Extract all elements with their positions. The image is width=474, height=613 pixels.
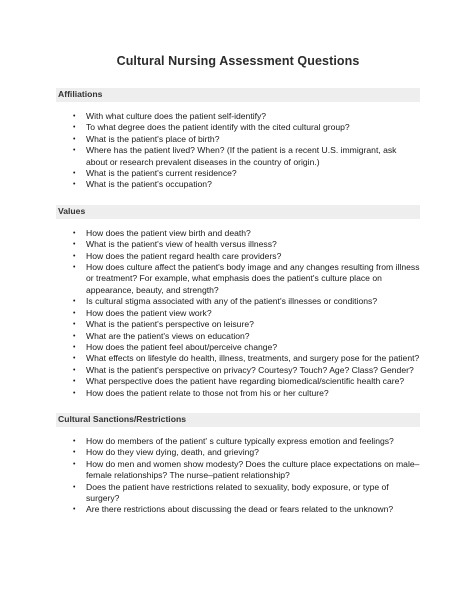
question-text: How does culture affect the patient's body image and any changes resulting from illness or treatment? For example, what emphasis does the patient's culture place on appearance, beauty, and strength? bbox=[86, 262, 420, 295]
bullet-icon: • bbox=[73, 332, 76, 340]
section-heading: Cultural Sanctions/Restrictions bbox=[56, 413, 420, 427]
bullet-icon: • bbox=[73, 378, 76, 386]
question-text: What perspective does the patient have regarding biomedical/scientific health care? bbox=[86, 376, 405, 387]
list-item bbox=[73, 376, 420, 387]
question-text: What is the patient's current residence? bbox=[86, 168, 237, 179]
question-text: To what degree does the patient identify with the cited cultural group? bbox=[86, 122, 350, 133]
question-text: How does the patient regard health care providers? bbox=[86, 250, 282, 261]
list-item bbox=[73, 353, 420, 364]
question-text: What effects on lifestyle do health, illness, treatments, and surgery pose for the patient? bbox=[86, 353, 420, 364]
list-item bbox=[73, 364, 420, 376]
bullet-icon: • bbox=[73, 181, 76, 189]
question-list bbox=[56, 228, 420, 399]
list-item bbox=[73, 341, 420, 353]
question-text: What is the patient's place of birth? bbox=[86, 133, 220, 144]
document-title: Cultural Nursing Assessment Questions bbox=[116, 54, 360, 68]
list-item bbox=[73, 122, 420, 133]
bullet-icon: • bbox=[73, 506, 76, 514]
question-list bbox=[56, 436, 420, 516]
question-text: Does the patient have restrictions related to sexuality, body exposure, or type of surgery? bbox=[86, 481, 389, 503]
question-text: How do members of the patient' s culture typically express emotion and feelings? bbox=[86, 435, 394, 446]
bullet-icon: • bbox=[73, 264, 76, 272]
bullet-icon: • bbox=[73, 483, 76, 491]
question-text: Is cultural stigma associated with any of the patient's illnesses or conditions? bbox=[86, 296, 378, 307]
list-item bbox=[73, 458, 420, 482]
list-item bbox=[73, 504, 420, 515]
list-item bbox=[73, 179, 420, 190]
list-item bbox=[73, 307, 420, 319]
question-text: What is the patient's perspective on privacy? Courtesy? Touch? Age? Class? Gender? bbox=[86, 364, 414, 375]
list-item bbox=[73, 168, 420, 179]
question-text: What is the patient's occupation? bbox=[86, 179, 212, 190]
question-text: What is the patient's perspective on leisure? bbox=[86, 319, 254, 330]
section-heading: Affiliations bbox=[56, 88, 420, 102]
section-heading: Values bbox=[56, 205, 420, 219]
section-spacer bbox=[56, 191, 420, 205]
question-text: What is the patient's view of health versus illness? bbox=[86, 239, 277, 250]
question-text: How does the patient view work? bbox=[86, 307, 212, 318]
list-item bbox=[73, 481, 420, 505]
list-item bbox=[73, 435, 420, 447]
bullet-icon: • bbox=[73, 170, 76, 178]
bullet-icon: • bbox=[73, 321, 76, 329]
list-item bbox=[73, 239, 420, 250]
list-item bbox=[73, 262, 420, 296]
list-item bbox=[73, 145, 420, 168]
section-spacer bbox=[56, 399, 420, 413]
bullet-icon: • bbox=[73, 355, 76, 363]
bullet-icon: • bbox=[73, 135, 76, 143]
list-item bbox=[73, 296, 420, 307]
bullet-icon: • bbox=[73, 124, 76, 132]
bullet-icon: • bbox=[73, 366, 76, 374]
list-item bbox=[73, 447, 420, 458]
bullet-icon: • bbox=[73, 449, 76, 457]
list-item bbox=[73, 319, 420, 330]
question-text: How do they view dying, death, and grieving? bbox=[86, 447, 259, 458]
section-affiliations bbox=[56, 88, 420, 191]
bullet-icon: • bbox=[73, 343, 76, 351]
list-item bbox=[73, 111, 420, 122]
bullet-icon: • bbox=[73, 389, 76, 397]
bullet-icon: • bbox=[73, 241, 76, 249]
bullet-icon: • bbox=[73, 298, 76, 306]
question-text: How do men and women show modesty? Does the culture place expectations on male–female relationships? The nurse–patient relationship? bbox=[86, 458, 420, 481]
section-values bbox=[56, 205, 420, 399]
bullet-icon: • bbox=[73, 437, 76, 445]
question-text: How does the patient view birth and death? bbox=[86, 227, 251, 238]
section-cultural-sanctions bbox=[56, 413, 420, 516]
question-list bbox=[56, 111, 420, 191]
bullet-icon: • bbox=[73, 460, 76, 468]
question-text: What are the patient's views on education? bbox=[86, 330, 250, 341]
question-text: How does the patient relate to those not from his or her culture? bbox=[86, 387, 329, 398]
question-text: With what culture does the patient self-identify? bbox=[86, 111, 267, 121]
list-item bbox=[73, 387, 420, 399]
list-item bbox=[73, 227, 420, 239]
question-text: Where has the patient lived? When? (If the patient is a recent U.S. immigrant, ask about or research prevalent diseases in the country of origin.) bbox=[86, 145, 397, 167]
bullet-icon: • bbox=[73, 147, 76, 155]
bullet-icon: • bbox=[73, 252, 76, 260]
list-item bbox=[73, 133, 420, 145]
list-item bbox=[73, 330, 420, 342]
bullet-icon: • bbox=[73, 113, 76, 120]
bullet-icon: • bbox=[73, 309, 76, 317]
list-item bbox=[73, 250, 420, 262]
question-text: How does the patient feel about/perceive change? bbox=[86, 341, 278, 352]
bullet-icon: • bbox=[73, 229, 76, 237]
question-text: Are there restrictions about discussing the dead or fears related to the unknown? bbox=[86, 504, 394, 515]
